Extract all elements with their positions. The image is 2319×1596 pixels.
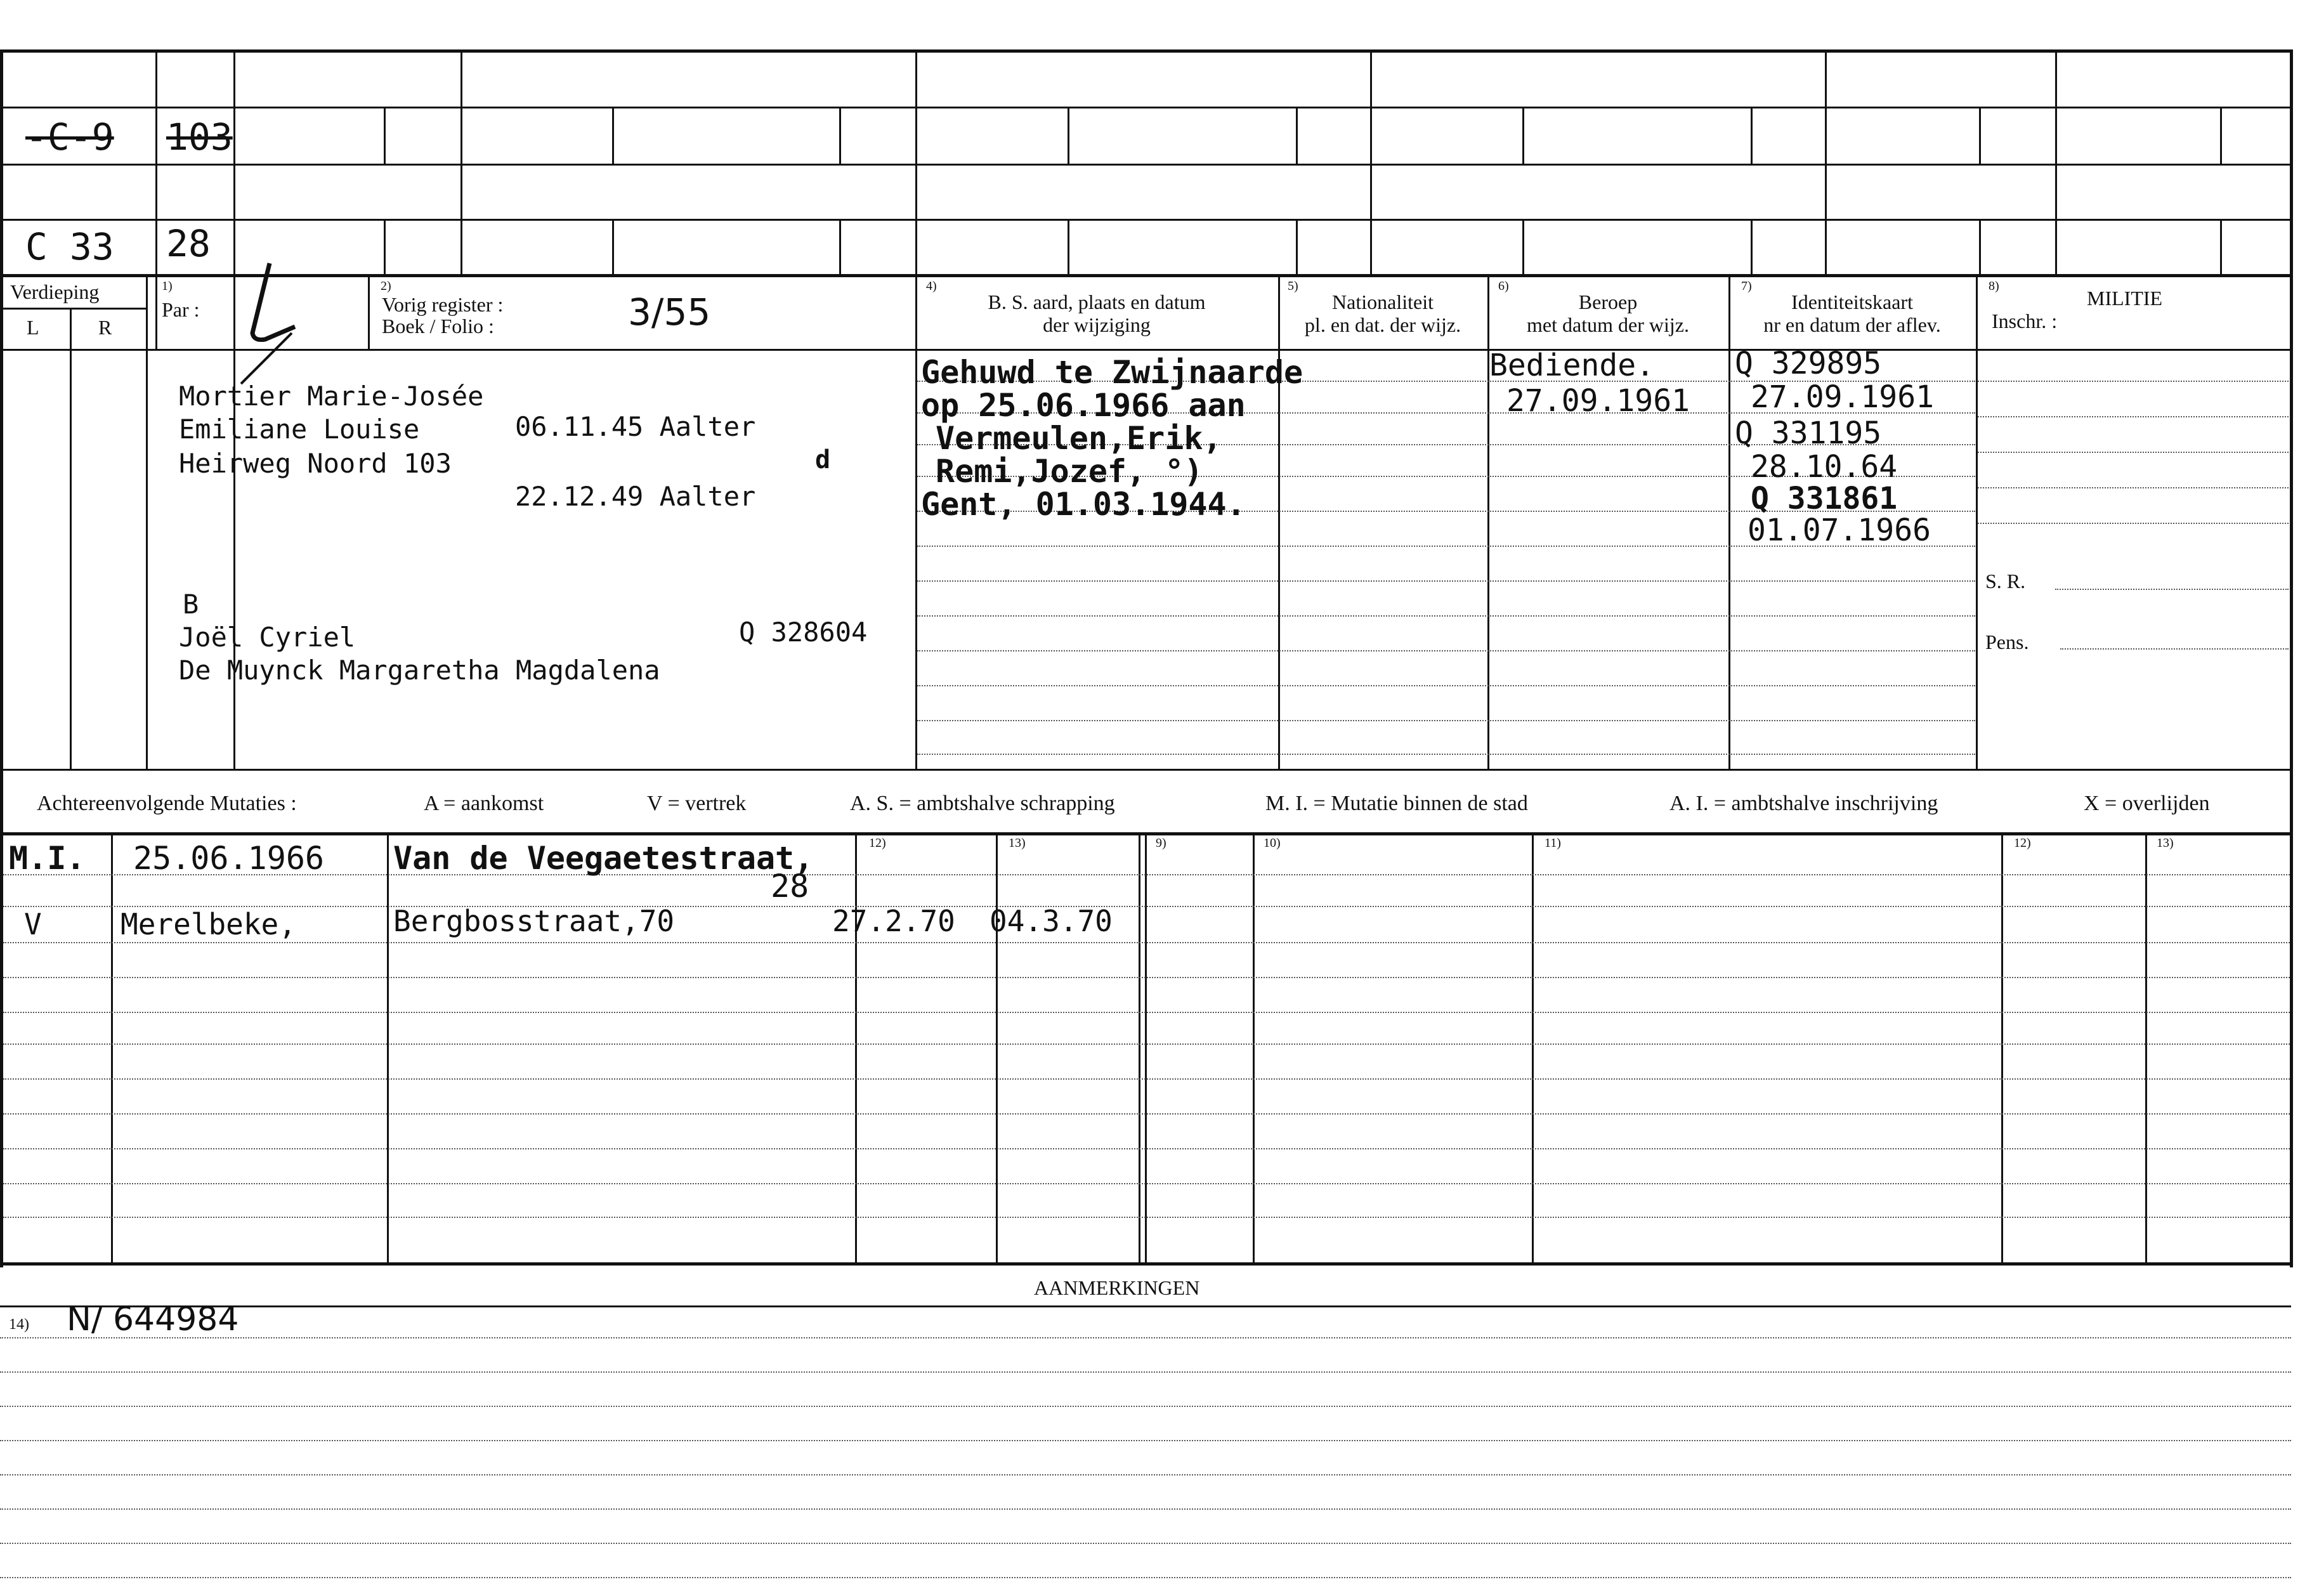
father-names: Joël Cyriel (179, 622, 356, 653)
pens-label: Pens. (1985, 631, 2029, 653)
grid-line (2220, 219, 2222, 276)
verdieping-label: Verdieping (10, 280, 100, 303)
grid-line (146, 274, 148, 771)
grid-line (1068, 107, 1069, 164)
grid-line (839, 107, 841, 164)
grid-line (1728, 274, 1730, 771)
arrival-info: 22.12.49 Aalter (515, 481, 756, 512)
sr-label: S. R. (1985, 570, 2026, 592)
grid-line (1522, 219, 1524, 276)
block-line (0, 769, 2291, 771)
person-given-names: Emiliane Louise (179, 414, 420, 445)
grid-line (0, 164, 2291, 166)
grid-line (1979, 107, 1981, 164)
top-code-4: 28 (166, 222, 211, 265)
mutation-1-type: M.I. (9, 840, 86, 877)
civil-line-4: Remi,Jozef, °) (936, 453, 1203, 490)
id-card-2: Q 331195 (1735, 415, 1882, 451)
id-card-1: Q 329895 (1735, 346, 1882, 381)
mutation-1-street: Van de Veegaetestraat, (393, 840, 814, 877)
grid-line (996, 832, 998, 1262)
mutations-bottom-line (0, 1262, 2291, 1266)
grid-line (1068, 219, 1069, 276)
mutations-label: Achtereenvolgende Mutaties : (37, 792, 297, 815)
boek-label: Boek / Folio : (382, 315, 494, 337)
grid-line (612, 107, 614, 164)
remarks-line (0, 1305, 2291, 1307)
legend-mi: M. I. = Mutatie binnen de stad (1265, 792, 1528, 815)
boek-value: 3/55 (628, 291, 711, 334)
top-code-2: 103 (166, 115, 233, 159)
legend-x: X = overlijden (2084, 792, 2210, 815)
birth-info: 06.11.45 Aalter (515, 411, 756, 442)
top-code-1: -C-9 (25, 115, 114, 159)
militie-title: MILITIE (2087, 287, 2163, 310)
grid-line (0, 219, 2291, 221)
par-mark-icon (235, 260, 304, 387)
grid-line (1825, 51, 1827, 274)
id-number: 7) (1741, 279, 1752, 293)
grid-line (1145, 832, 1147, 1262)
grid-line (155, 51, 157, 349)
col-9-label: 9) (1156, 836, 1166, 850)
inschr-label: Inschr. : (1992, 310, 2058, 332)
mutation-2-date-12: 27.2.70 (832, 904, 955, 938)
id-card-2-date: 28.10.64 (1751, 449, 1898, 485)
id-card-3: Q 331861 (1751, 481, 1898, 516)
col-13-label-a: 13) (1009, 836, 1026, 850)
col-11-label: 11) (1545, 836, 1561, 850)
grid-line (387, 832, 389, 1262)
mark-symbol: d (815, 445, 831, 474)
legend-ai: A. I. = ambtshalve inschrijving (1669, 792, 1938, 815)
grid-line (1370, 51, 1372, 274)
col-12-label-a: 12) (869, 836, 886, 850)
person-name: Mortier Marie-Josée (179, 381, 484, 412)
id-header-line2: nr en datum der aflev. (1763, 313, 1941, 336)
grid-line (1253, 832, 1255, 1262)
top-code-3: C 33 (25, 225, 114, 268)
grid-line (2145, 832, 2147, 1262)
legend-v: V = vertrek (647, 792, 747, 815)
bs-header-line2: der wijziging (1043, 313, 1151, 336)
remarks-title: AANMERKINGEN (1034, 1276, 1200, 1299)
ber-number: 6) (1498, 279, 1509, 293)
bs-header-line1: B. S. aard, plaats en datum (988, 291, 1206, 313)
id-header-line1: Identiteitskaart (1791, 291, 1913, 313)
legend-a: A = aankomst (424, 792, 544, 815)
header-line (0, 308, 146, 310)
grid-line (1751, 107, 1753, 164)
remarks-value: N/ 644984 (67, 1300, 239, 1338)
mutation-1-number: 28 (771, 868, 809, 905)
grid-line (1532, 832, 1534, 1262)
r-label: R (98, 316, 112, 339)
grid-line (1979, 219, 1981, 276)
civil-line-3: Vermeulen,Erik, (936, 420, 1222, 457)
civil-line-1: Gehuwd te Zwijnaarde (921, 354, 1303, 391)
civil-line-5: Gent, 01.03.1944. (921, 486, 1246, 523)
beroep-value: Bediende. (1489, 348, 1655, 383)
grid-line (1296, 107, 1298, 164)
grid-line (839, 219, 841, 276)
nat-number: 5) (1288, 279, 1298, 293)
id-card-3-date: 01.07.1966 (1747, 513, 1931, 548)
mil-number: 8) (1989, 279, 1999, 293)
person-id-number: Q 328604 (739, 617, 868, 648)
col-12-label-b: 12) (2014, 836, 2031, 850)
grid-line (111, 832, 113, 1262)
header-bottom-line (0, 349, 2291, 351)
mutation-2-date-13: 04.3.70 (990, 904, 1113, 938)
grid-line (612, 219, 614, 276)
grid-line (1522, 107, 1524, 164)
bs-number: 4) (926, 279, 937, 293)
grid-line (915, 51, 917, 771)
mutation-2-street: Bergbosstraat,70 (393, 904, 675, 938)
nat-header-line2: pl. en dat. der wijz. (1304, 313, 1461, 336)
civil-line-2: op 25.06.1966 aan (921, 387, 1246, 424)
id-card-1-date: 27.09.1961 (1751, 379, 1934, 415)
mutation-2-type: V (24, 907, 42, 941)
nat-header-line1: Nationaliteit (1332, 291, 1434, 313)
right-border (2290, 49, 2293, 1267)
grid-line (1296, 219, 1298, 276)
left-border (0, 49, 3, 1267)
grid-line (1278, 274, 1280, 771)
grid-line (461, 51, 462, 274)
legend-as: A. S. = ambtshalve schrapping (850, 792, 1115, 815)
ber-header-line2: met datum der wijz. (1527, 313, 1689, 336)
l-label: L (27, 316, 39, 339)
mother-names: De Muynck Margaretha Magdalena (179, 655, 660, 686)
remarks-number: 14) (9, 1316, 29, 1333)
ber-header-line1: Beroep (1578, 291, 1638, 313)
top-border (0, 49, 2293, 53)
vorig-number: 2) (381, 279, 391, 293)
col-13-label-b: 13) (2157, 836, 2174, 850)
mutation-1-date: 25.06.1966 (133, 840, 325, 877)
grid-line (855, 832, 857, 1262)
b-letter: B (183, 589, 199, 620)
par-number: 1) (162, 279, 173, 293)
person-address: Heirweg Noord 103 (179, 448, 452, 479)
grid-line (368, 274, 370, 349)
grid-line (1751, 219, 1753, 276)
col-10-label: 10) (1264, 836, 1281, 850)
beroep-date: 27.09.1961 (1506, 383, 1690, 419)
grid-line (2001, 832, 2003, 1262)
grid-line (384, 107, 386, 164)
grid-line (1139, 832, 1140, 1262)
mutation-2-place: Merelbeke, (121, 907, 296, 941)
grid-line (0, 107, 2291, 108)
par-label: Par : (162, 298, 200, 321)
grid-line (2220, 107, 2222, 164)
grid-line (2055, 51, 2057, 274)
grid-line (70, 308, 72, 771)
grid-line (0, 274, 2291, 277)
grid-line (384, 219, 386, 276)
vorig-label: Vorig register : (382, 293, 504, 316)
